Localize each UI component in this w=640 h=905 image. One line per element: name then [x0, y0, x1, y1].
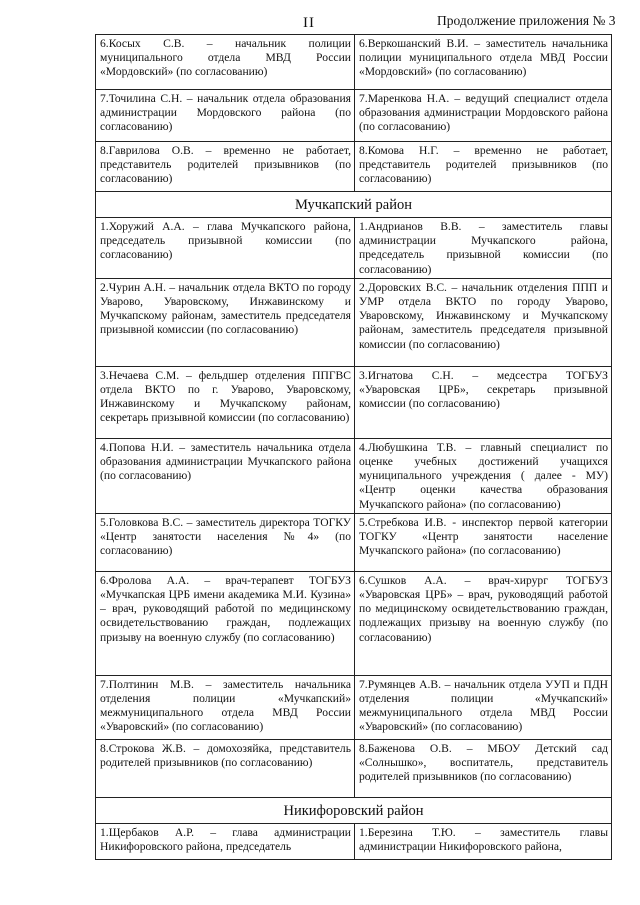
table-row [96, 513, 612, 571]
deputy-cell: 8.Комова Н.Г. – временно не работает, представитель родителей призывников (по согласованию) [355, 142, 612, 192]
table-row [96, 739, 612, 797]
table-row [96, 142, 612, 192]
section-title: Мучкапский район [96, 192, 612, 218]
member-cell: 6.Косых С.В. – начальник полиции муниципального отдела МВД России «Мордовский» (по согласованию) [96, 35, 355, 90]
section-header-row [96, 192, 612, 218]
deputy-cell: 6.Веркошанский В.И. – заместитель начальника полиции муниципального отдела МВД России «Мордовский» (по согласованию) [355, 35, 612, 90]
member-cell: 3.Нечаева С.М. – фельдшер отделения ППГВС отдела ВКТО по г. Уварово, Уваровскому, Инжавинскому и Мучкапскому районам, секретарь призывной комиссии (по согласованию) [96, 366, 355, 438]
section-header-row [96, 797, 612, 823]
table-row [96, 675, 612, 739]
member-cell: 7.Полтинин М.В. – заместитель начальника отделения полиции «Мучкапский» межмуниципального отдела МВД России «Уваровский» (по согласованию) [96, 675, 355, 739]
deputy-cell: 7.Маренкова Н.А. – ведущий специалист отдела образования администрации Мордовского района (по согласованию) [355, 90, 612, 142]
table-row [96, 218, 612, 279]
table-row [96, 571, 612, 675]
table-row [96, 35, 612, 90]
member-cell: 8.Гаврилова О.В. – временно не работает, представитель родителей призывников (по согласованию) [96, 142, 355, 192]
member-cell: 8.Строкова Ж.В. – домохозяйка, представитель родителей призывников (по согласованию) [96, 739, 355, 797]
table-row [96, 366, 612, 438]
deputy-cell: 4.Любушкина Т.В. – главный специалист по оценке учебных достижений учащихся муниципального учреждения ( далее - МУ) «Центр оценки качества образования Мучкапского района» (по согласованию) [355, 438, 612, 513]
deputy-cell: 1.Андрианов В.В. – заместитель главы администрации Мучкапского района, председатель призывной комиссии (по согласованию) [355, 218, 612, 279]
member-cell: 5.Головкова В.С. – заместитель директора ТОГКУ «Центр занятости населения №4» (по согласованию) [96, 513, 355, 571]
table-row [96, 823, 612, 859]
member-cell: 7.Точилина С.Н. – начальник отдела образования администрации Мордовского района (по согласованию) [96, 90, 355, 142]
deputy-cell: 6.Сушков А.А. – врач-хирург ТОГБУЗ «Уваровская ЦРБ» – врач, руководящий работой по медицинскому освидетельствованию граждан, подлежащих призыву на военную службу (по согласованию) [355, 571, 612, 675]
page-number: II [303, 15, 315, 31]
commission-table [95, 34, 612, 860]
table-row [96, 278, 612, 366]
deputy-cell: 7.Румянцев А.В. – начальник отдела УУП и ПДН отделения полиции «Мучкапский» межмуниципального отдела МВД России «Уваровский» (по согласованию) [355, 675, 612, 739]
member-cell: 1.Щербаков А.Р. – глава администрации Никифоровского района, председатель [96, 823, 355, 859]
member-cell: 2.Чурин А.Н. – начальник отдела ВКТО по городу Уварово, Уваровскому, Инжавинскому и Мучкапскому районам, заместитель председателя призывной комиссии (по согласованию) [96, 278, 355, 366]
deputy-cell: 5.Стребкова И.В. - инспектор первой категории ТОГКУ «Центр занятости население Мучкапского района» (по согласованию) [355, 513, 612, 571]
table-row [96, 438, 612, 513]
deputy-cell: 8.Баженова О.В. – МБОУ Детский сад «Солнышко», воспитатель, представитель родителей призывников (по согласованию) [355, 739, 612, 797]
deputy-cell: 2.Доровских В.С. – начальник отделения ППП и УМР отдела ВКТО по городу Уварово, Уваровскому, Инжавинскому и Мучкапскому районам, заместитель председателя призывной комиссии (по согласованию) [355, 278, 612, 366]
member-cell: 1.Хоружий А.А. – глава Мучкапского района, председатель призывной комиссии (по согласованию) [96, 218, 355, 279]
section-title: Никифоровский район [96, 797, 612, 823]
deputy-cell: 1.Березина Т.Ю. – заместитель главы администрации Никифоровского района, [355, 823, 612, 859]
member-cell: 4.Попова Н.И. – заместитель начальника отдела образования администрации Мучкапского района (по согласованию) [96, 438, 355, 513]
continuation-note: Продолжение приложения № 3 [437, 13, 616, 28]
member-cell: 6.Фролова А.А. – врач-терапевт ТОГБУЗ «Мучкапская ЦРБ имени академика М.И. Кузина» – врач, руководящий работой по медицинскому освидетельствованию граждан, подлежащих призыву на военную службу (по согласованию) [96, 571, 355, 675]
deputy-cell: 3.Игнатова С.Н. – медсестра ТОГБУЗ «Уваровская ЦРБ», секретарь призывной комиссии (по согласованию) [355, 366, 612, 438]
table-row [96, 90, 612, 142]
